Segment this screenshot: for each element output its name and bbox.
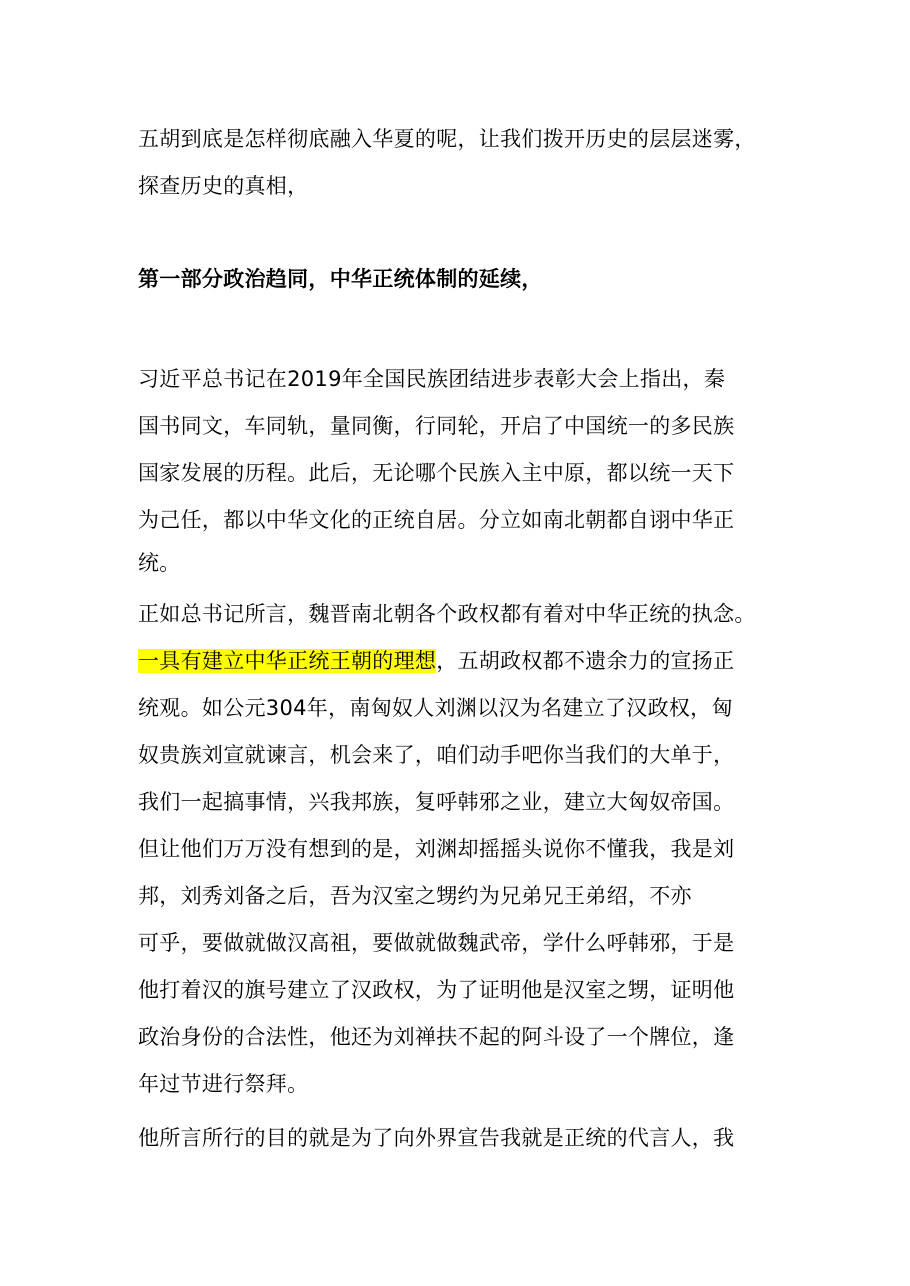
paragraph2-line-10: 政治身份的合法性，他还为刘禅扶不起的阿斗设了一个牌位，逢 bbox=[138, 1025, 735, 1049]
paragraph2-line-8: 可乎，要做就做汉高祖，要做就做魏武帝，学什么呼韩邪，于是 bbox=[138, 931, 735, 955]
paragraph1-line-5: 统。 bbox=[138, 551, 181, 575]
paragraph2-line-4: 奴贵族刘宣就谏言，机会来了，咱们动手吧你当我们的大单于， bbox=[138, 743, 735, 767]
intro-line-2: 探查历史的真相， bbox=[138, 174, 309, 198]
paragraph2-line-1: 正如总书记所言，魏晋南北朝各个政权都有着对中华正统的执念。 bbox=[138, 602, 756, 626]
paragraph2-line-11: 年过节进行祭拜。 bbox=[138, 1072, 309, 1096]
paragraph1-line-4: 为己任，都以中华文化的正统自居。分立如南北朝都自诩中华正 bbox=[138, 508, 735, 532]
highlighted-text: 一具有建立中华正统王朝的理想 bbox=[138, 649, 437, 673]
paragraph1-line-3: 国家发展的历程。此后，无论哪个民族入主中原，都以统一天下 bbox=[138, 461, 735, 485]
paragraph2-line-2 bbox=[138, 646, 734, 676]
intro-line-1: 五胡到底是怎样彻底融入华夏的呢，让我们拨开历史的层层迷雾， bbox=[138, 127, 756, 151]
paragraph2-line-7: 邦，刘秀刘备之后，吾为汉室之甥约为兄弟兄王弟绍，不亦 bbox=[138, 884, 692, 908]
section-heading: 第一部分政治趋同，中华正统体制的延续， bbox=[138, 267, 543, 291]
paragraph2-line-6: 但让他们万万没有想到的是，刘渊却摇摇头说你不懂我，我是刘 bbox=[138, 837, 735, 861]
paragraph3-line-1: 他所言所行的目的就是为了向外界宣告我就是正统的代言人，我 bbox=[138, 1126, 735, 1150]
paragraph2-line-5: 我们一起搞事情，兴我邦族，复呼韩邪之业，建立大匈奴帝国。 bbox=[138, 790, 735, 814]
paragraph2-line-2-rest: ，五胡政权都不遗余力的宣扬正 bbox=[436, 649, 735, 673]
paragraph1-line-2: 国书同文，车同轨，量同衡，行同轮，开启了中国统一的多民族 bbox=[138, 414, 735, 438]
paragraph2-line-3: 统观。如公元304年，南匈奴人刘渊以汉为名建立了汉政权，匈 bbox=[138, 696, 733, 720]
paragraph2-line-9: 他打着汉的旗号建立了汉政权，为了证明他是汉室之甥，证明他 bbox=[138, 978, 735, 1002]
paragraph1-line-1: 习近平总书记在2019年全国民族团结进步表彰大会上指出，秦 bbox=[138, 367, 726, 391]
